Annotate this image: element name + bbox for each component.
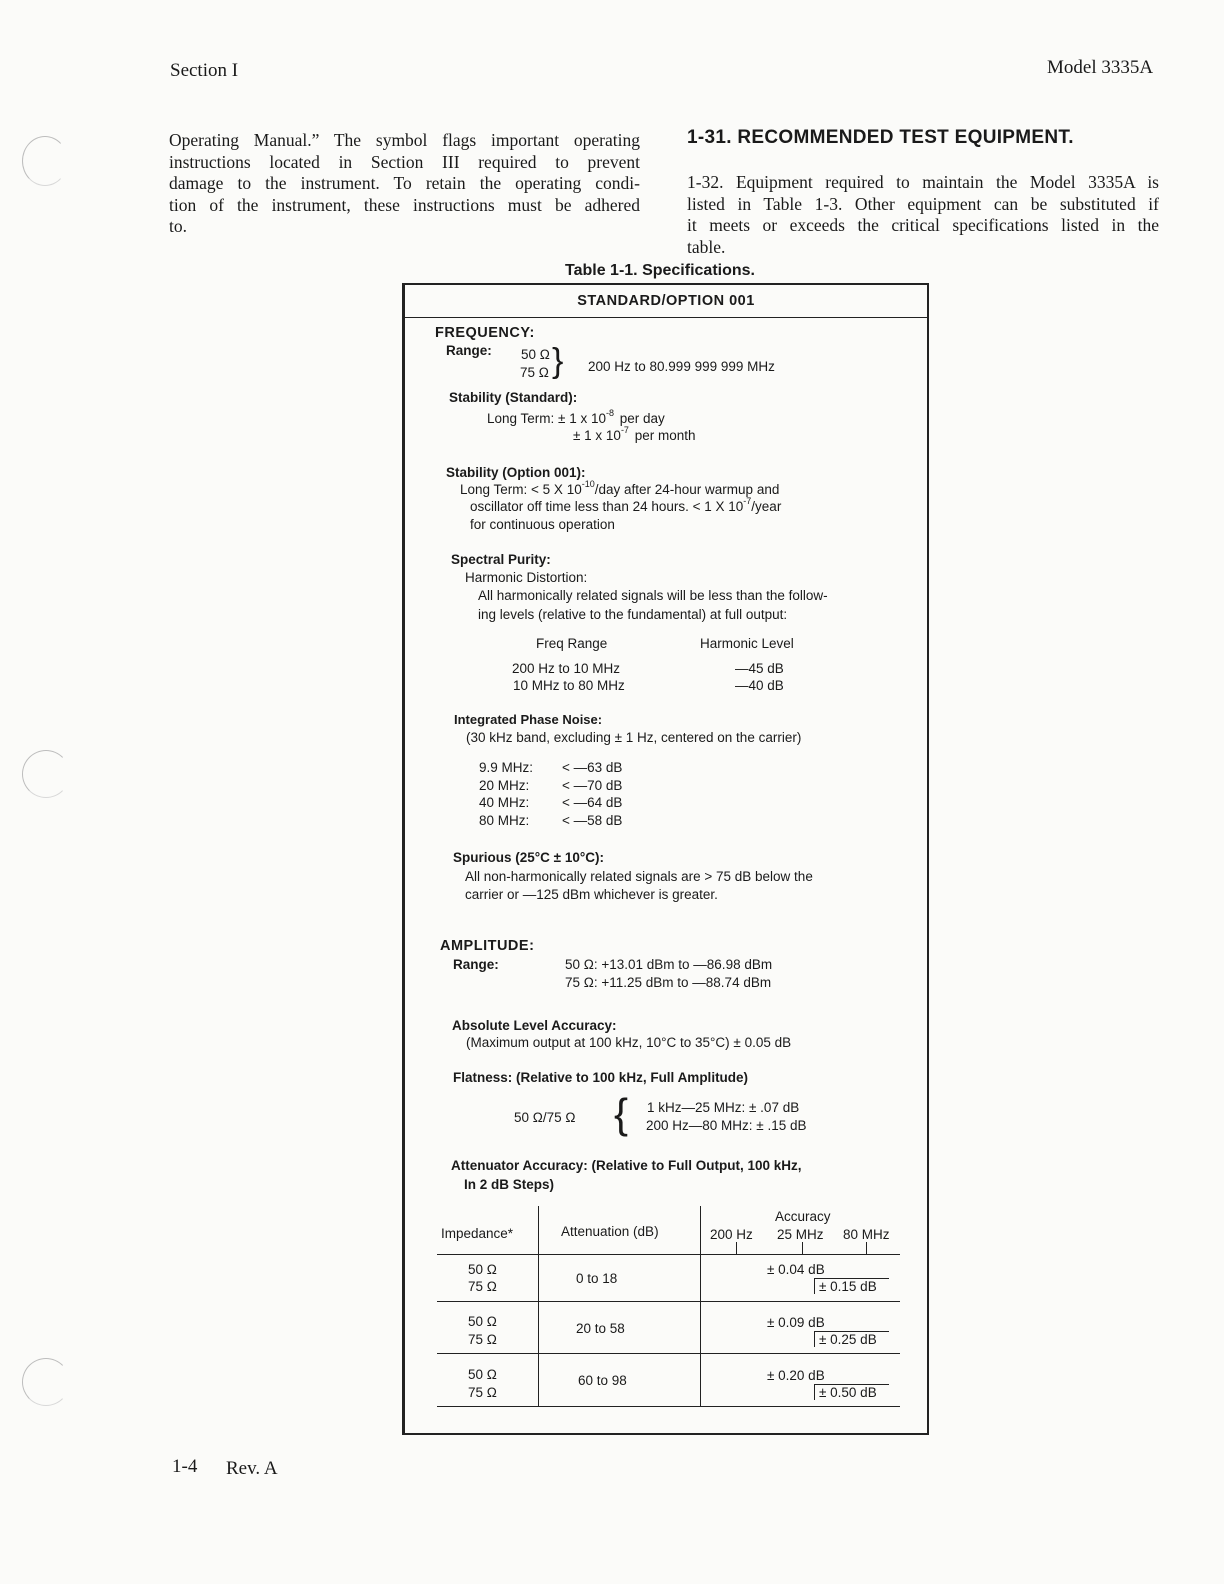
exponent: -10 <box>581 479 595 489</box>
table-divider <box>538 1206 539 1406</box>
row-accuracy-high: ± 0.15 dB <box>814 1278 889 1294</box>
row-impedance-50: 50 Ω <box>468 1262 497 1277</box>
section-heading: 1-31. RECOMMENDED TEST EQUIPMENT. <box>687 127 1074 148</box>
long-term-line <box>487 408 665 426</box>
revision-label: Rev. A <box>226 1458 278 1479</box>
punch-hole-mark <box>22 1358 70 1406</box>
option-text: Long Term: < 5 X 10 <box>460 482 582 497</box>
absolute-accuracy-value: (Maximum output at 100 kHz, 10°C to 35°C) ± 0.05 dB <box>466 1035 792 1050</box>
flatness-line-1: 1 kHz—25 MHz: ± .07 dB <box>647 1100 800 1115</box>
per-month-text: per month <box>634 428 696 443</box>
long-term-text: Long Term: ± 1 x 10 <box>487 411 606 426</box>
flatness-impedance: 50 Ω/75 Ω <box>514 1110 576 1125</box>
exponent: -7 <box>743 496 752 506</box>
phase-noise-value: < —58 dB <box>562 813 623 828</box>
option-text: /day after 24-hour warmup and <box>594 482 780 497</box>
paragraph-line: it meets or exceeds the critical specifications listed in the <box>687 215 1159 235</box>
phase-noise-value: < —63 dB <box>562 760 623 775</box>
freq-tick <box>736 1242 737 1254</box>
per-month-line <box>573 425 696 443</box>
option-line-2 <box>470 496 782 514</box>
punch-hole-mark <box>22 750 70 798</box>
freq-tick <box>802 1242 803 1254</box>
phase-noise-freq: 40 MHz: <box>479 795 530 810</box>
flatness-line-2: 200 Hz—80 MHz: ± .15 dB <box>646 1118 807 1133</box>
pm-text: ± 1 x 10 <box>573 428 621 443</box>
option-text: /year <box>751 499 782 514</box>
row-accuracy-high: ± 0.50 dB <box>814 1384 889 1400</box>
phase-noise-value: < —70 dB <box>562 778 623 793</box>
row-attenuation: 60 to 98 <box>578 1373 627 1388</box>
row-impedance-75: 75 Ω <box>468 1385 497 1400</box>
phase-noise-note: (30 kHz band, excluding ± 1 Hz, centered on the carrier) <box>466 730 802 745</box>
amplitude-range-label: Range: <box>453 957 499 972</box>
paragraph-line: Operating Manual.” The symbol flags important operating <box>169 130 640 150</box>
frequency-header-200hz: 200 Hz <box>710 1227 753 1242</box>
paragraph-line: damage to the instrument. To retain the operating condi- <box>169 173 640 193</box>
stability-option-label: Stability (Option 001): <box>446 465 586 480</box>
table-band-header: STANDARD/OPTION 001 <box>405 285 927 318</box>
row-impedance-50: 50 Ω <box>468 1314 497 1329</box>
per-day-text: per day <box>619 411 665 426</box>
phase-noise-freq: 80 MHz: <box>479 813 530 828</box>
model-label: Model 3335A <box>1047 57 1154 78</box>
paragraph-line: 1-32. Equipment required to maintain the Model 3335A is <box>687 172 1159 192</box>
table-divider <box>437 1406 900 1407</box>
paragraph-line: listed in Table 1-3. Other equipment can be substituted if <box>687 193 1159 214</box>
page-number: 1-4 <box>172 1456 198 1477</box>
phase-noise-freq: 9.9 MHz: <box>479 760 534 775</box>
row-accuracy-low: ± 0.04 dB <box>767 1262 825 1277</box>
paragraph-line: tion of the instrument, these instructions must be adhered <box>169 194 640 215</box>
row-accuracy-low: ± 0.20 dB <box>767 1368 825 1383</box>
freq-tick <box>866 1242 867 1254</box>
row-accuracy-high: ± 0.25 dB <box>814 1331 889 1347</box>
option-text: oscillator off time less than 24 hours. < 1 X 10 <box>470 499 744 514</box>
exponent: -7 <box>620 425 629 435</box>
phase-noise-label: Integrated Phase Noise: <box>454 712 603 727</box>
curly-brace-icon: } <box>552 342 564 380</box>
amplitude-range-50: 50 Ω: +13.01 dBm to —86.98 dBm <box>565 957 773 972</box>
attenuation-column-header: Attenuation (dB) <box>561 1224 659 1239</box>
harmonic-row-level: —45 dB <box>735 661 784 676</box>
row-impedance-75: 75 Ω <box>468 1332 497 1347</box>
section-label: Section I <box>170 60 239 81</box>
operating-paragraph <box>169 130 640 238</box>
table-divider <box>437 1353 900 1354</box>
option-line-1 <box>460 479 780 497</box>
table-divider <box>437 1301 900 1302</box>
harmonic-row-level: —40 dB <box>735 678 784 693</box>
attenuator-label-line-1: Attenuator Accuracy: (Relative to Full Output, 100 kHz, <box>451 1158 802 1173</box>
amplitude-heading: AMPLITUDE: <box>440 938 535 954</box>
spurious-label: Spurious (25°C ± 10°C): <box>453 850 604 865</box>
impedance-50: 50 Ω <box>521 347 550 362</box>
frequency-header-25mhz: 25 MHz <box>777 1227 824 1242</box>
harmonic-line-1: All harmonically related signals will be less than the follow- <box>478 588 828 603</box>
phase-noise-freq: 20 MHz: <box>479 778 530 793</box>
harmonic-row-range: 200 Hz to 10 MHz <box>512 661 621 676</box>
stability-standard-label: Stability (Standard): <box>449 390 578 405</box>
amplitude-range-75: 75 Ω: +11.25 dBm to —88.74 dBm <box>565 975 772 990</box>
row-impedance-75: 75 Ω <box>468 1279 497 1294</box>
row-accuracy-low: ± 0.09 dB <box>767 1315 825 1330</box>
accuracy-column-header: Accuracy <box>775 1209 831 1224</box>
curly-brace-icon: { <box>614 1090 629 1137</box>
attenuator-label-line-2: In 2 dB Steps) <box>464 1177 555 1192</box>
paragraph-line: table. <box>687 236 726 257</box>
row-impedance-50: 50 Ω <box>468 1367 497 1382</box>
table-divider <box>437 1254 900 1255</box>
punch-hole-mark <box>22 136 68 186</box>
harmonic-level-column-header: Harmonic Level <box>700 636 794 651</box>
phase-noise-value: < —64 dB <box>562 795 623 810</box>
freq-range-column-header: Freq Range <box>536 636 608 651</box>
paragraph-line: instructions located in Section III required to prevent <box>169 151 640 172</box>
spurious-line-2: carrier or —125 dBm whichever is greater. <box>465 887 718 902</box>
exponent: -8 <box>605 408 614 418</box>
frequency-range-value: 200 Hz to 80.999 999 999 MHz <box>588 359 775 374</box>
absolute-accuracy-label: Absolute Level Accuracy: <box>452 1018 617 1033</box>
impedance-75: 75 Ω <box>520 365 549 380</box>
spurious-line-1: All non-harmonically related signals are > 75 dB below the <box>465 869 813 884</box>
row-attenuation: 20 to 58 <box>576 1321 625 1336</box>
frequency-heading: FREQUENCY: <box>435 325 535 341</box>
harmonic-row-range: 10 MHz to 80 MHz <box>513 678 625 693</box>
table-title: Table 1-1. Specifications. <box>565 262 755 279</box>
frequency-range-label: Range: <box>446 343 492 358</box>
harmonic-line-2: ing levels (relative to the fundamental) at full output: <box>478 607 788 622</box>
flatness-label: Flatness: (Relative to 100 kHz, Full Amplitude) <box>453 1070 749 1085</box>
paragraph-line: to. <box>169 216 187 236</box>
equipment-paragraph <box>687 172 1159 258</box>
table-divider <box>700 1206 701 1406</box>
option-line-3: for continuous operation <box>470 517 615 532</box>
frequency-header-80mhz: 80 MHz <box>843 1227 890 1242</box>
row-attenuation: 0 to 18 <box>576 1271 618 1286</box>
harmonic-distortion-label: Harmonic Distortion: <box>465 570 588 585</box>
impedance-column-header: Impedance* <box>441 1226 514 1241</box>
spectral-purity-label: Spectral Purity: <box>451 552 551 567</box>
